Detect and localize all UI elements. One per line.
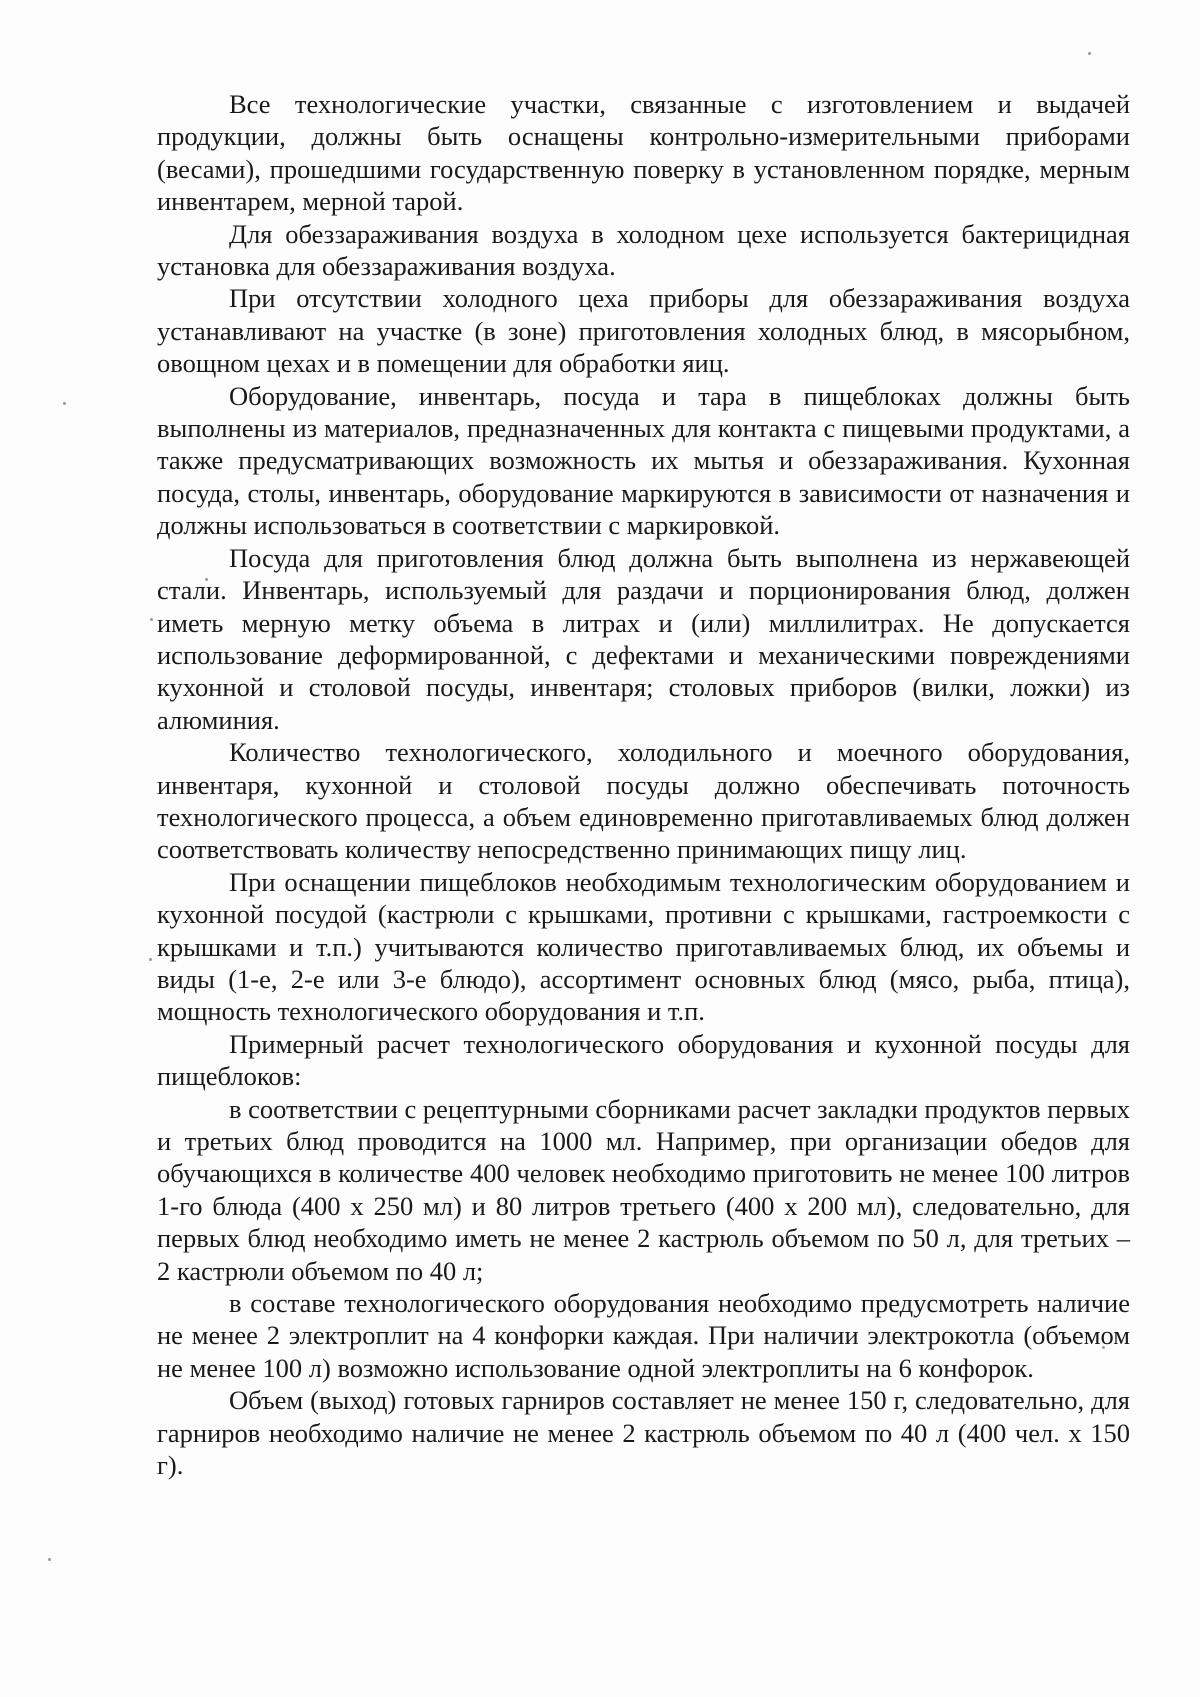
scan-speck bbox=[149, 958, 152, 961]
scan-speck bbox=[1088, 52, 1091, 55]
paragraph-equipment-measuring: Все технологические участки, связанные с изготовлением и выдачей продукции, должны быть оснащены контрольно-измерительными приборами (весами), прошедшими государственную поверку в установленном порядке, мерным инвентарем, мерной тарой. bbox=[157, 89, 1130, 217]
scan-speck bbox=[48, 1558, 51, 1561]
paragraph-no-cold-shop: При отсутствии холодного цеха приборы для обеззараживания воздуха устанавливают на участке (в зоне) приготовления холодных блюд, в мясорыбном, овощном цехах и в помещении для обработки яиц. bbox=[157, 283, 1130, 379]
paragraph-equipment-quantity: Количество технологического, холодильного и моечного оборудования, инвентаря, кухонной и столовой посуды должно обеспечивать поточность технологического процесса, а объем единовременно приготавливаемых блюд должен соответствовать количеству непосредственно принимающих пищу лиц. bbox=[157, 737, 1130, 865]
paragraph-calculation-intro: Примерный расчет технологического оборудования и кухонной посуды для пищеблоков: bbox=[157, 1028, 1130, 1092]
paragraph-first-third-courses: в соответствии с рецептурными сборниками расчет закладки продуктов первых и третьих блюд проводится на 1000 мл. Например, при организации обедов для обучающихся в количестве 400 человек необходимо приготовить не менее 100 литров 1-го блюда (400 х 250 мл) и 80 литров третьего (400 х 200 мл), следовательно, для первых блюд необходимо иметь не менее 2 кастрюль объемом по 50 л, для третьих – 2 кастрюли объемом по 40 л; bbox=[157, 1093, 1130, 1286]
scan-speck bbox=[63, 402, 66, 405]
paragraph-cold-shop-disinfection: Для обеззараживания воздуха в холодном цехе используется бактерицидная установка для обеззараживания воздуха. bbox=[157, 218, 1130, 282]
scan-speck bbox=[150, 618, 153, 621]
document-body bbox=[157, 88, 1130, 1481]
paragraph-cookware-steel: Посуда для приготовления блюд должна быть выполнена из нержавеющей стали. Инвентарь, используемый для раздачи и порционирования блюд, должен иметь мерную метку объема в литрах и (или) миллилитрах. Не допускается использование деформированной, с дефектами и механическими повреждениями кухонной и столовой посуды, инвентаря; столовых приборов (вилки, ложки) из алюминия. bbox=[157, 542, 1130, 735]
paragraph-side-dishes: Объем (выход) готовых гарниров составляет не менее 150 г, следовательно, для гарниров необходимо наличие не менее 2 кастрюль объемом по 40 л (400 чел. х 150 г). bbox=[157, 1385, 1130, 1481]
paragraph-equipping-kitchens: При оснащении пищеблоков необходимым технологическим оборудованием и кухонной посудой (кастрюли с крышками, противни с крышками, гастроемкости с крышками и т.п.) учитываются количество приготавливаемых блюд, их объемы и виды (1-е, 2-е или 3-е блюдо), ассортимент основных блюд (мясо, рыба, птица), мощность технологического оборудования и т.п. bbox=[157, 866, 1130, 1027]
paragraph-electric-stoves: в составе технологического оборудования необходимо предусмотреть наличие не менее 2 электроплит на 4 конфорки каждая. При наличии электрокотла (объемом не менее 100 л) возможно использование одной электроплиты на 6 конфорок. bbox=[157, 1288, 1130, 1383]
paragraph-materials-marking: Оборудование, инвентарь, посуда и тара в пищеблоках должны быть выполнены из материалов, предназначенных для контакта с пищевыми продуктами, а также предусматривающих возможность их мытья и обеззараживания. Кухонная посуда, столы, инвентарь, оборудование маркируются в зависимости от назначения и должны использоваться в соответствии с маркировкой. bbox=[157, 380, 1130, 541]
